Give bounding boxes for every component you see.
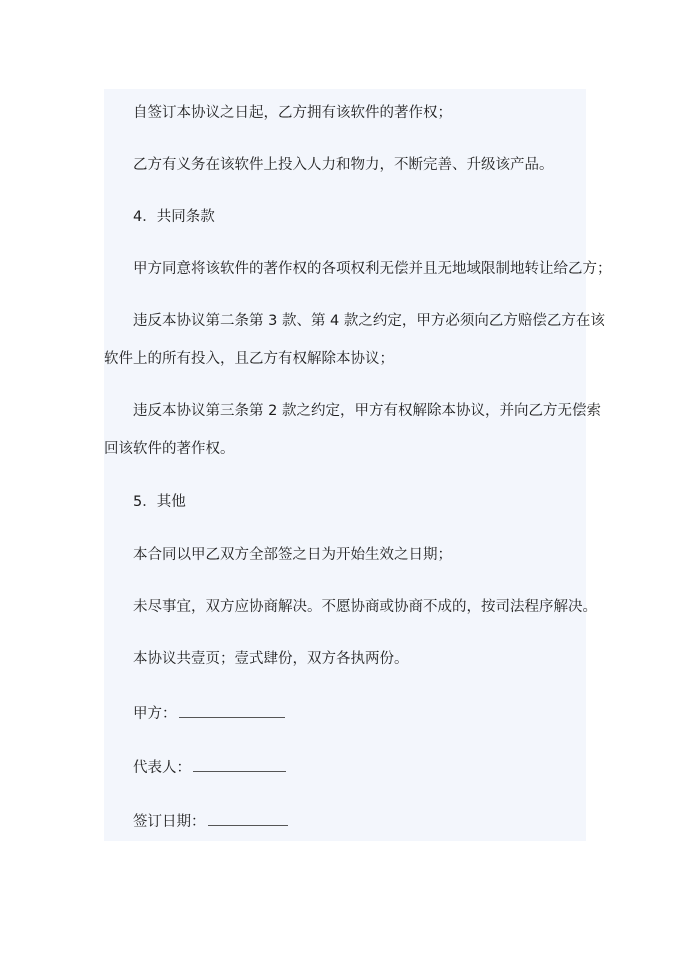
- paragraph-line: 软件上的所有投入，且乙方有权解除本协议；: [104, 351, 394, 367]
- paragraph-line: 乙方有义务在该软件上投入人力和物力，不断完善、升级该产品。: [133, 157, 554, 173]
- paragraph-line: 本合同以甲乙双方全部签之日为开始生效之日期；: [133, 547, 452, 563]
- clause-breach-compensation: [104, 310, 605, 370]
- clause-rights-transfer: [104, 258, 612, 280]
- clause-effective-date: [104, 544, 586, 566]
- clause-investment-obligation: [104, 154, 586, 176]
- document-page: [104, 89, 612, 841]
- signature-label-representative: 代表人：: [133, 760, 191, 776]
- paragraph-line: 回该软件的著作权。: [104, 441, 235, 457]
- clause-copies: [104, 648, 586, 670]
- paragraph-line: 甲方同意将该软件的著作权的各项权利无偿并且无地域限制地转让给乙方；: [133, 261, 612, 277]
- clause-dispute-resolution: [104, 596, 597, 618]
- clause-breach-termination: [104, 400, 601, 460]
- paragraph-line: 未尽事宜，双方应协商解决。不愿协商或协商不成的，按司法程序解决。: [133, 599, 597, 615]
- signature-label-date: 签订日期：: [133, 814, 206, 830]
- signature-party-a: [104, 703, 586, 725]
- paragraph-line: 自签订本协议之日起，乙方拥有该软件的著作权；: [133, 105, 452, 121]
- signature-date: [104, 811, 586, 833]
- clause-copyright-ownership: [104, 102, 586, 124]
- paragraph-line: 违反本协议第二条第 3 款、第 4 款之约定，甲方必须向乙方赔偿乙方在该: [133, 313, 605, 329]
- section-heading-common-terms: [104, 206, 586, 228]
- document-body: [104, 102, 612, 865]
- paragraph-line: 违反本协议第三条第 2 款之约定，甲方有权解除本协议，并向乙方无偿索: [133, 403, 601, 419]
- section-heading: 4．共同条款: [133, 209, 215, 225]
- section-heading: 5．其他: [133, 494, 186, 510]
- signature-representative: [104, 757, 586, 779]
- signing-date-blank[interactable]: [208, 811, 288, 826]
- section-heading-other: [104, 491, 586, 513]
- paragraph-line: 本协议共壹页；壹式肆份，双方各执两份。: [133, 651, 409, 667]
- representative-signature-blank[interactable]: [193, 757, 286, 772]
- signature-label-party-a: 甲方：: [133, 706, 177, 722]
- party-a-signature-blank[interactable]: [179, 703, 285, 718]
